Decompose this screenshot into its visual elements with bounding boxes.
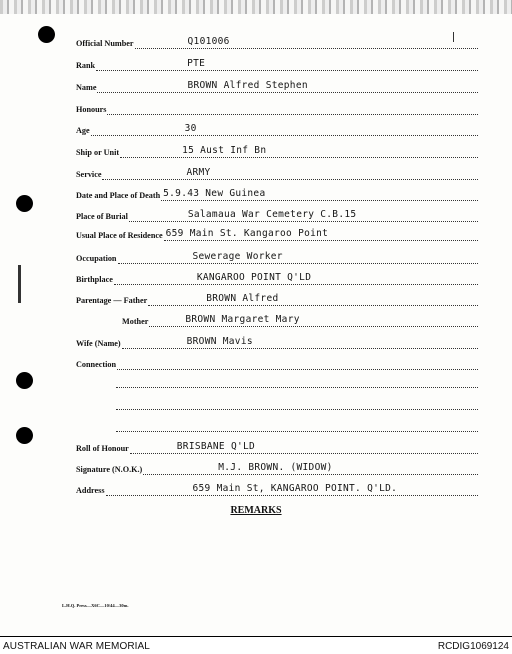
field-value: Q101006 — [187, 36, 230, 47]
field-official-number — [76, 35, 478, 49]
punch-hole — [16, 372, 33, 389]
field-label: Age — [76, 126, 90, 135]
field-label: Place of Burial — [76, 212, 128, 221]
record-id: RCDIG1069124 — [437, 641, 509, 652]
field-label: Rank — [76, 61, 96, 70]
field-name — [76, 79, 478, 93]
field-value: BROWN Alfred Stephen — [187, 80, 308, 91]
field-label: Address — [76, 486, 105, 495]
field-label: Connection — [76, 360, 117, 369]
field-value: M.J. BROWN. (WIDOW) — [218, 462, 333, 473]
field-label: Occupation — [76, 254, 117, 263]
connection-blank-line — [116, 431, 478, 432]
field-label: Signature (N.O.K.) — [76, 465, 143, 474]
field-value: 5.9.43 New Guinea — [163, 188, 266, 199]
field-value: BRISBANE Q'LD — [176, 441, 256, 452]
field-value: KANGAROO POINT Q'LD — [196, 272, 312, 283]
field-label: Usual Place of Residence — [76, 231, 163, 240]
field-parentage-mother — [122, 313, 478, 327]
field-value: ARMY — [186, 167, 211, 178]
field-value: BROWN Margaret Mary — [185, 314, 300, 325]
field-value: Sewerage Worker — [192, 251, 283, 262]
field-label: Date and Place of Death — [76, 191, 161, 200]
printer-imprint: L.H.Q. Press—X6C—10/44—30m. — [62, 603, 129, 608]
field-value: BROWN Alfred — [206, 293, 279, 304]
field-value: 659 Main St, KANGAROO POINT. Q'LD. — [192, 483, 398, 494]
scan-edge-noise — [0, 0, 512, 14]
field-roll-of-honour — [76, 440, 478, 454]
punch-hole — [38, 26, 55, 43]
field-usual-residence — [76, 227, 478, 241]
field-wife-name — [76, 335, 478, 349]
field-label: Roll of Honour — [76, 444, 129, 453]
field-rank — [76, 57, 478, 71]
archive-name: AUSTRALIAN WAR MEMORIAL — [3, 641, 150, 652]
field-age — [76, 122, 478, 136]
field-value: Salamaua War Cemetery C.B.15 — [187, 209, 357, 220]
remarks-heading: REMARKS — [230, 505, 282, 516]
field-connection — [76, 356, 478, 370]
field-birthplace — [76, 271, 478, 285]
field-date-place-of-death — [76, 187, 478, 201]
connection-blank-line — [116, 409, 478, 410]
field-value: PTE — [187, 58, 206, 69]
field-parentage-father — [76, 292, 478, 306]
field-label: Wife (Name) — [76, 339, 121, 348]
field-label: Birthplace — [76, 275, 113, 284]
field-label: Parentage — Father — [76, 296, 148, 305]
field-value: BROWN Mavis — [186, 336, 253, 347]
punch-hole — [16, 427, 33, 444]
field-label: Mother — [122, 317, 149, 326]
field-value: 659 Main St. Kangaroo Point — [165, 228, 329, 239]
connection-blank-line — [116, 387, 478, 388]
field-place-of-burial — [76, 208, 478, 222]
field-label: Official Number — [76, 39, 134, 48]
field-address — [76, 482, 478, 496]
field-label: Honours — [76, 105, 107, 114]
scan-mark — [18, 265, 21, 303]
field-occupation — [76, 250, 478, 264]
field-signature-nok — [76, 461, 478, 475]
field-honours — [76, 101, 478, 115]
field-service — [76, 166, 478, 180]
field-value: 30 — [184, 123, 197, 134]
field-label: Ship or Unit — [76, 148, 120, 157]
field-value: 15 Aust Inf Bn — [182, 145, 267, 156]
field-label: Service — [76, 170, 102, 179]
field-label: Name — [76, 83, 97, 92]
field-ship-or-unit — [76, 144, 478, 158]
archive-footer — [0, 636, 512, 654]
punch-hole — [16, 195, 33, 212]
